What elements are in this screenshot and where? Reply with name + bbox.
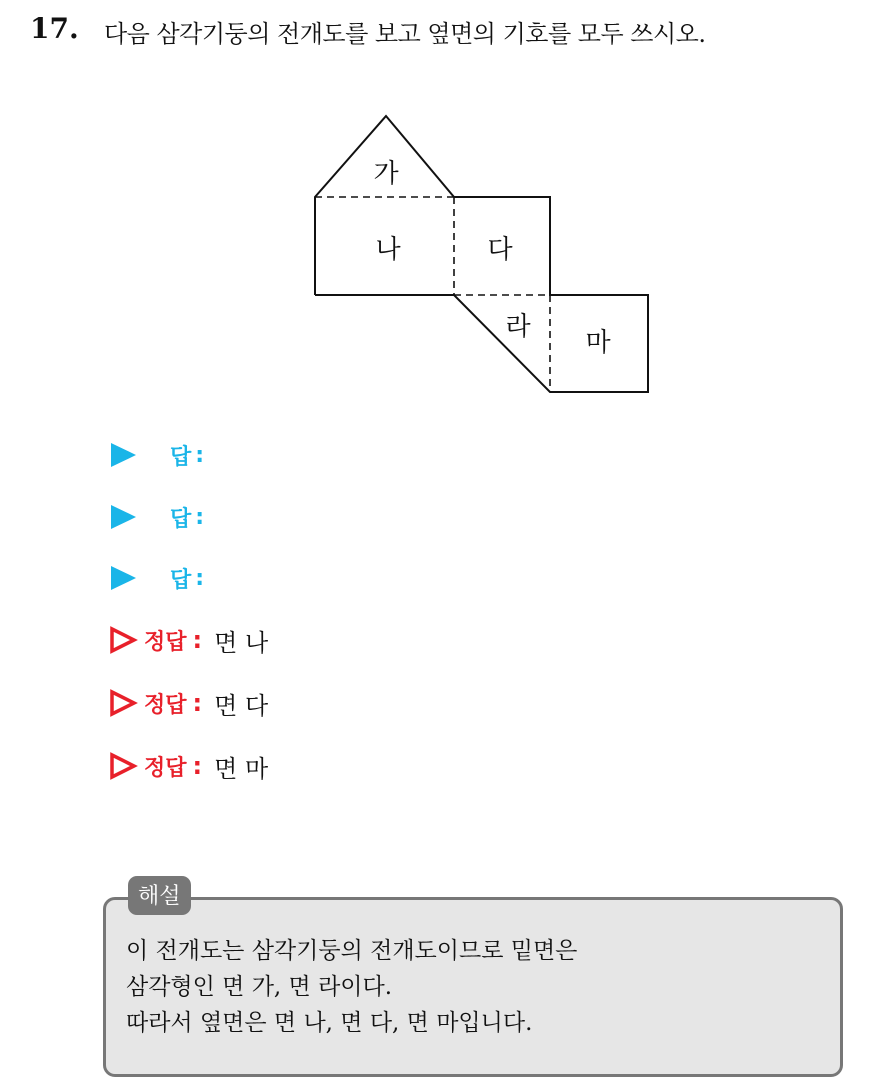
explanation-text <box>126 933 577 1041</box>
answer-row-2 <box>108 499 204 535</box>
face-label-da: 다 <box>487 235 513 265</box>
solution-row-2 <box>108 685 268 721</box>
solution-label: 정답 <box>144 629 187 655</box>
play-triangle-icon <box>108 563 138 593</box>
solution-value: 면 다 <box>214 691 269 720</box>
solution-colon: : <box>192 752 203 780</box>
answer-label: 답 <box>170 567 192 593</box>
answer-colon: : <box>195 565 205 591</box>
prism-net-figure <box>0 0 884 420</box>
solution-label: 정답 <box>144 692 187 718</box>
answer-row-1 <box>108 437 204 473</box>
face-label-ga: 가 <box>373 159 399 189</box>
solution-value: 면 나 <box>214 628 269 657</box>
answer-colon: : <box>195 504 205 530</box>
answer-label: 답 <box>170 506 192 532</box>
explanation-line: 이 전개도는 삼각기둥의 전개도이므로 밑면은 <box>126 938 578 964</box>
outline-triangle-icon <box>108 751 138 781</box>
explanation-line: 따라서 옆면은 면 나, 면 다, 면 마입니다. <box>126 1010 533 1036</box>
explanation-tag: 해설 <box>128 876 191 915</box>
face-label-ra: 라 <box>505 312 531 342</box>
play-triangle-icon <box>108 502 138 532</box>
face-label-ma: 마 <box>585 328 611 358</box>
face-label-na: 나 <box>375 235 401 265</box>
play-triangle-icon <box>108 440 138 470</box>
solution-value: 면 마 <box>214 754 269 783</box>
explanation-line: 삼각형인 면 가, 면 라이다. <box>126 974 393 1000</box>
question-text: 다음 삼각기둥의 전개도를 보고 옆면의 기호를 모두 쓰시오. <box>104 20 706 48</box>
solution-colon: : <box>192 689 203 717</box>
answer-colon: : <box>195 442 205 468</box>
solution-row-1 <box>108 622 268 658</box>
answer-row-3 <box>108 560 204 596</box>
solution-label: 정답 <box>144 755 187 781</box>
question-number: 17. <box>30 12 79 45</box>
outline-triangle-icon <box>108 688 138 718</box>
solution-colon: : <box>192 626 203 654</box>
outline-triangle-icon <box>108 625 138 655</box>
answer-label: 답 <box>170 444 192 470</box>
solution-row-3 <box>108 748 268 784</box>
